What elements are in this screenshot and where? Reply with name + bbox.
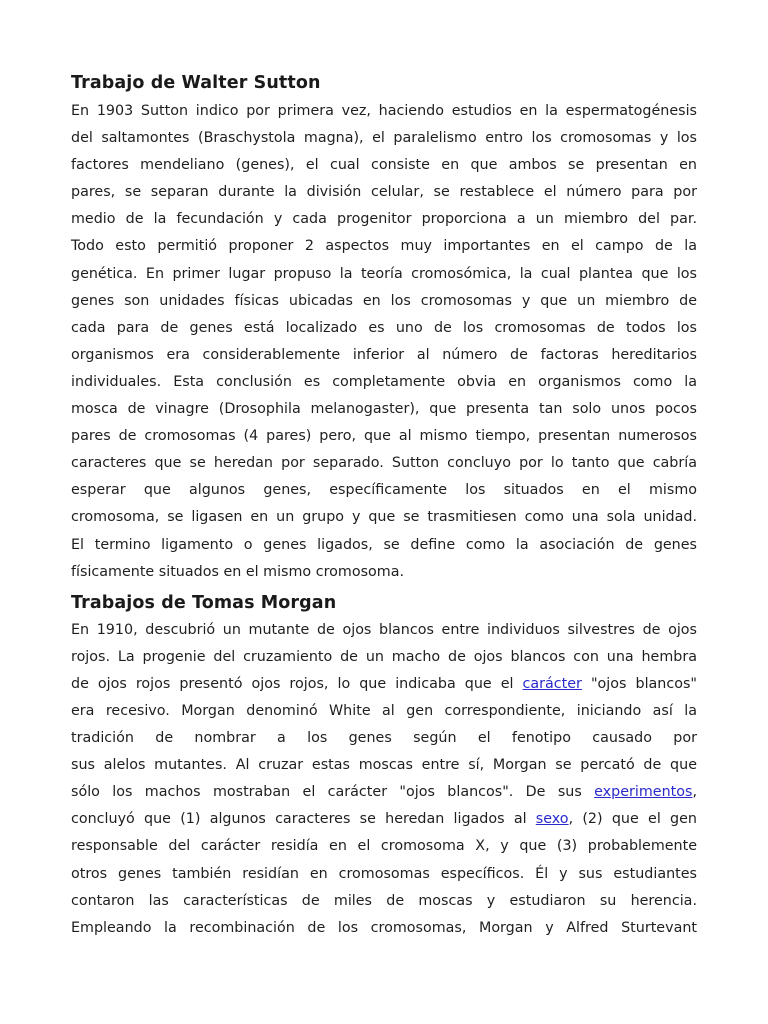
text-line: era recesivo. Morgan denominó White al gen correspondiente, iniciando así la <box>71 702 697 719</box>
link-experimentos[interactable]: experimentos <box>594 784 693 801</box>
text-line: organismos era considerablemente inferior al número de factoras hereditarios <box>71 346 697 363</box>
text-line: pares de cromosomas (4 pares) pero, que al mismo tiempo, presentan numerosos <box>71 428 697 445</box>
section-title-sutton: Trabajo de Walter Sutton <box>71 73 321 93</box>
text-line: cromosoma, se ligasen en un grupo y que se trasmitiesen como una sola unidad. <box>71 509 697 526</box>
text-line: individuales. Esta conclusión es completamente obvia en organismos como la <box>71 373 697 390</box>
text-segment: de ojos rojos presentó ojos rojos, lo que indicaba que el <box>71 675 523 692</box>
paragraph-morgan <box>71 617 697 942</box>
link-sexo[interactable]: sexo <box>535 811 569 828</box>
text-line: otros genes también residían en cromosomas específicos. Él y sus estudiantes <box>71 865 697 882</box>
text-segment: , (2) que el gen <box>568 811 697 828</box>
text-line-with-link <box>71 779 697 806</box>
text-line: tradición de nombrar a los genes según el fenotipo causado por <box>71 730 697 747</box>
text-line: contaron las características de miles de moscas y estudiaron su herencia. <box>71 892 697 909</box>
text-line: En 1903 Sutton indico por primera vez, haciendo estudios en la espermatogénesis <box>71 103 697 119</box>
text-line: medio de la fecundación y cada progenitor proporciona a un miembro del par. <box>71 211 697 228</box>
text-line: del saltamontes (Braschystola magna), el paralelismo entro los cromosomas y los <box>71 130 697 147</box>
text-line: esperar que algunos genes, específicamente los situados en el mismo <box>71 482 697 499</box>
text-line: Todo esto permitió proponer 2 aspectos muy importantes en el campo de la <box>71 238 697 255</box>
text-segment: sólo los machos mostraban el carácter "ojos blancos". De sus <box>71 784 595 801</box>
text-line: cada para de genes está localizado es uno de los cromosomas de todos los <box>71 319 697 336</box>
text-line: responsable del carácter residía en el cromosoma X, y que (3) probablemente <box>71 838 697 855</box>
text-line: Empleando la recombinación de los cromosomas, Morgan y Alfred Sturtevant <box>71 919 697 936</box>
text-line: pares, se separan durante la división celular, se restablece el número para por <box>71 184 697 201</box>
document-page <box>71 69 697 942</box>
text-line: En 1910, descubrió un mutante de ojos blancos entre individuos silvestres de ojos <box>71 621 697 638</box>
link-caracter[interactable]: carácter <box>522 675 582 692</box>
text-segment: , <box>692 784 697 801</box>
text-line-with-link <box>71 806 697 833</box>
paragraph-sutton <box>71 98 697 586</box>
text-line: caracteres que se heredan por separado. Sutton concluyo por lo tanto que cabría <box>71 455 697 472</box>
text-line: genes son unidades físicas ubicadas en los cromosomas y que un miembro de <box>71 292 697 309</box>
text-segment: concluyó que (1) algunos caracteres se heredan ligados al <box>71 811 536 828</box>
text-line: El termino ligamento o genes ligados, se define como la asociación de genes <box>71 536 697 553</box>
text-line: físicamente situados en el mismo cromosoma. <box>71 563 404 580</box>
text-line: rojos. La progenie del cruzamiento de un macho de ojos blancos con una hembra <box>71 648 697 665</box>
text-line: mosca de vinagre (Drosophila melanogaster), que presenta tan solo unos pocos <box>71 401 697 418</box>
text-line: genética. En primer lugar propuso la teoría cromosómica, la cual plantea que los <box>71 265 697 282</box>
text-line-with-link <box>71 671 697 698</box>
text-line: sus alelos mutantes. Al cruzar estas moscas entre sí, Morgan se percató de que <box>71 757 697 774</box>
section-title-morgan: Trabajos de Tomas Morgan <box>71 592 337 613</box>
text-segment: "ojos blancos" <box>581 675 697 692</box>
text-line: factores mendeliano (genes), el cual consiste en que ambos se presentan en <box>71 157 697 174</box>
